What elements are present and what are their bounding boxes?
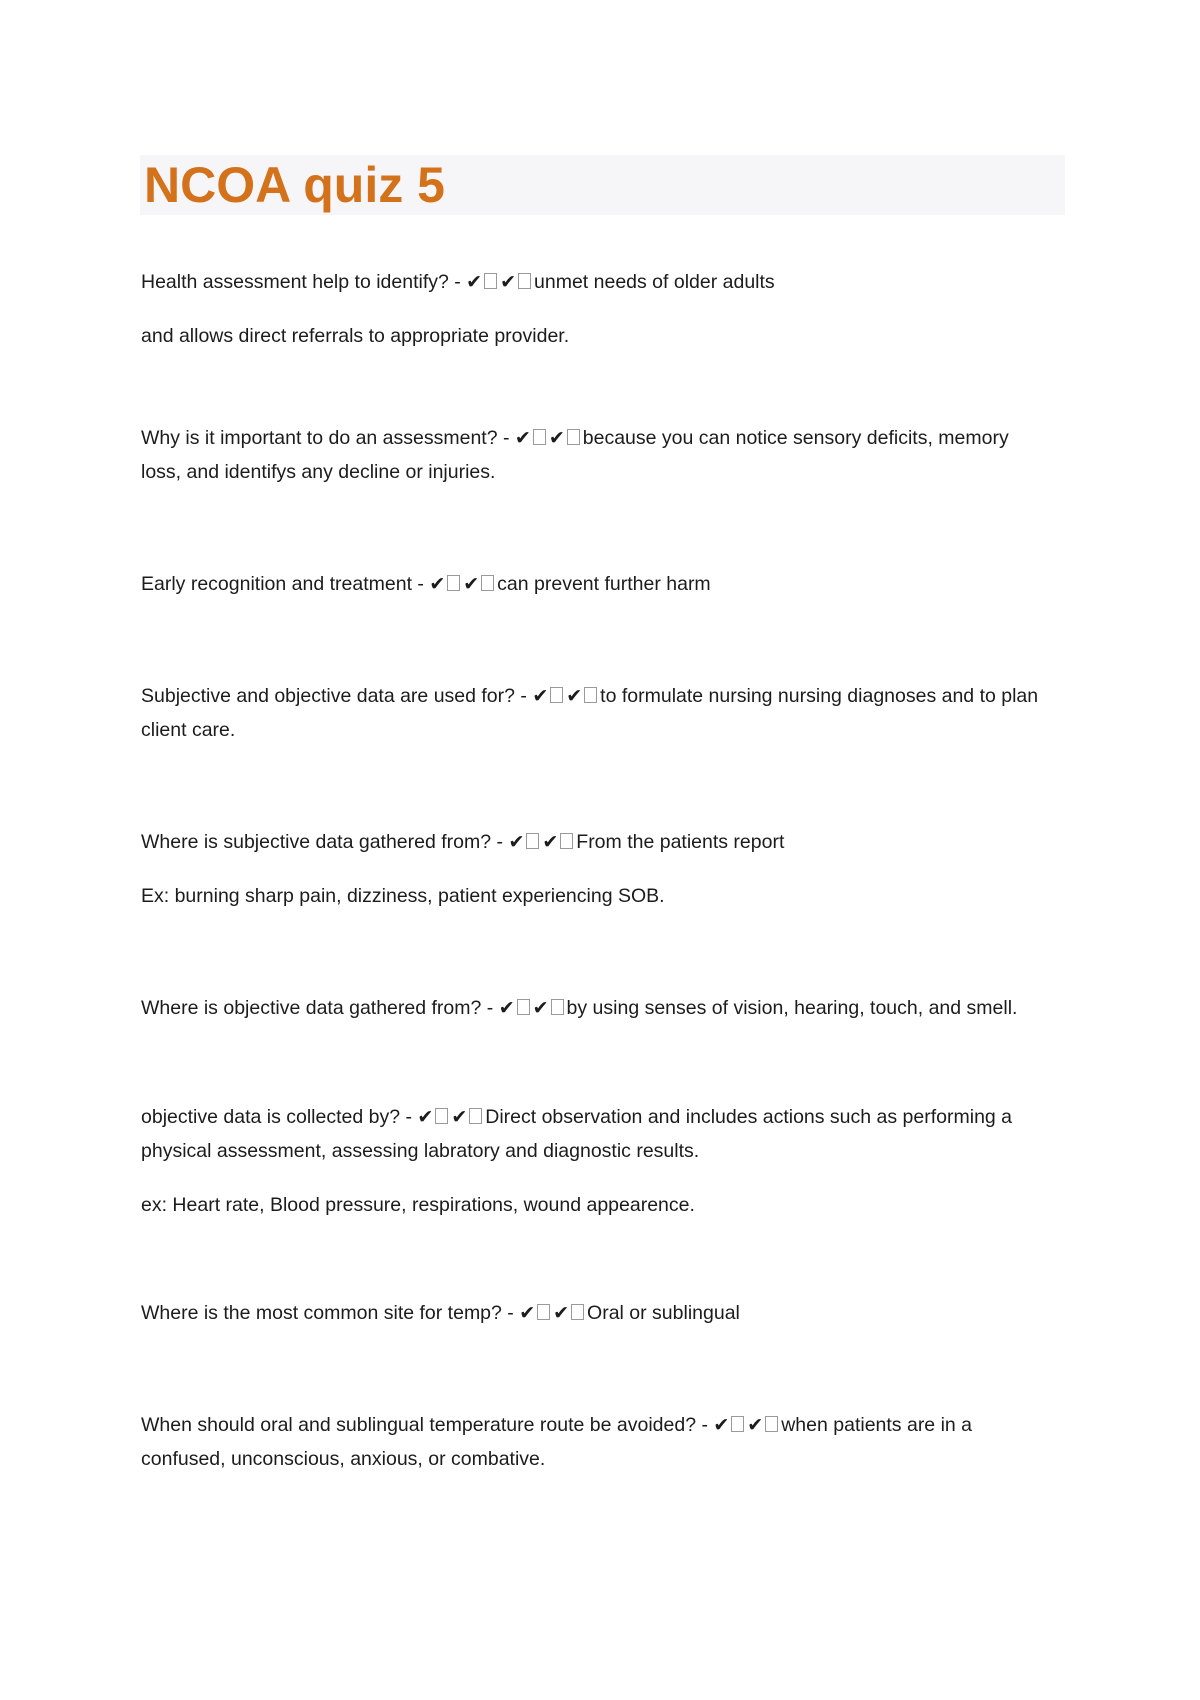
checkbox-glyph-icon xyxy=(551,999,564,1015)
check-mark-icon: ✔ xyxy=(451,1106,468,1128)
checkbox-glyph-icon xyxy=(518,273,531,289)
title-banner xyxy=(140,155,1065,215)
quiz-entry xyxy=(141,679,1041,747)
checkbox-glyph-icon xyxy=(731,1416,744,1432)
check-mark-icon: ✔ xyxy=(514,427,531,449)
checkbox-glyph-icon xyxy=(537,1304,550,1320)
question-text: Early recognition and treatment - xyxy=(141,573,430,595)
check-mark-icon: ✔ xyxy=(466,271,483,293)
answer-text: unmet needs of older adults xyxy=(534,271,775,293)
checkbox-glyph-icon xyxy=(526,833,539,849)
check-mark-icon: ✔ xyxy=(553,1302,570,1324)
checkbox-glyph-icon xyxy=(481,575,494,591)
question-text: Health assessment help to identify? - xyxy=(141,271,467,293)
quiz-entry xyxy=(141,265,1041,299)
checkbox-glyph-icon xyxy=(567,429,580,445)
check-mark-icon: ✔ xyxy=(463,573,480,595)
check-mark-icon: ✔ xyxy=(417,1106,434,1128)
checkbox-glyph-icon xyxy=(469,1108,482,1124)
question-text: Where is objective data gathered from? - xyxy=(141,997,499,1019)
checkbox-glyph-icon xyxy=(484,273,497,289)
check-mark-icon: ✔ xyxy=(508,831,525,853)
checkbox-glyph-icon xyxy=(517,999,530,1015)
quiz-entry xyxy=(141,1408,1041,1476)
check-mark-icon: ✔ xyxy=(429,573,446,595)
question-text: When should oral and sublingual temperature route be avoided? - xyxy=(141,1414,714,1436)
check-mark-icon: ✔ xyxy=(548,427,565,449)
answer-extra: Ex: burning sharp pain, dizziness, patient experiencing SOB. xyxy=(141,885,665,907)
checkbox-glyph-icon xyxy=(560,833,573,849)
checkbox-glyph-icon xyxy=(584,687,597,703)
question-text: Where is subjective data gathered from? - xyxy=(141,831,509,853)
answer-extra: and allows direct referrals to appropriate provider. xyxy=(141,325,570,347)
checkbox-glyph-icon xyxy=(435,1108,448,1124)
check-mark-icon: ✔ xyxy=(500,271,517,293)
checkbox-glyph-icon xyxy=(533,429,546,445)
quiz-entry xyxy=(141,825,1041,859)
checkbox-glyph-icon xyxy=(550,687,563,703)
quiz-entry xyxy=(141,1296,1041,1330)
check-mark-icon: ✔ xyxy=(498,997,515,1019)
page-title: NCOA quiz 5 xyxy=(144,157,445,213)
checkbox-glyph-icon xyxy=(571,1304,584,1320)
answer-text: From the patients report xyxy=(576,831,785,853)
answer-text: because you can notice sensory deficits, memory loss, and identifys any decline or injuries. xyxy=(141,427,1009,483)
check-mark-icon: ✔ xyxy=(532,685,549,707)
answer-text: Oral or sublingual xyxy=(587,1302,740,1324)
check-mark-icon: ✔ xyxy=(542,831,559,853)
check-mark-icon: ✔ xyxy=(532,997,549,1019)
quiz-body xyxy=(141,265,1041,1476)
question-text: Subjective and objective data are used for? - xyxy=(141,685,533,707)
check-mark-icon: ✔ xyxy=(566,685,583,707)
checkbox-glyph-icon xyxy=(765,1416,778,1432)
question-text: Why is it important to do an assessment? - xyxy=(141,427,515,449)
check-mark-icon: ✔ xyxy=(747,1414,764,1436)
answer-text: can prevent further harm xyxy=(497,573,711,595)
quiz-entry xyxy=(141,421,1041,489)
quiz-entry xyxy=(141,1100,1041,1168)
question-text: objective data is collected by? - xyxy=(141,1106,418,1128)
checkbox-glyph-icon xyxy=(447,575,460,591)
answer-text: Direct observation and includes actions such as performing a physical assessment, assessing labratory and diagnostic results. xyxy=(141,1106,1013,1162)
quiz-entry xyxy=(141,991,1041,1025)
check-mark-icon: ✔ xyxy=(713,1414,730,1436)
answer-extra: ex: Heart rate, Blood pressure, respirations, wound appearence. xyxy=(141,1194,695,1216)
check-mark-icon: ✔ xyxy=(519,1302,536,1324)
question-text: Where is the most common site for temp? - xyxy=(141,1302,520,1324)
answer-text: by using senses of vision, hearing, touch, and smell. xyxy=(566,997,1018,1019)
quiz-entry xyxy=(141,567,1041,601)
answer-text: when patients are in a confused, unconscious, anxious, or combative. xyxy=(141,1414,973,1470)
answer-text: to formulate nursing nursing diagnoses and to plan client care. xyxy=(141,685,1039,741)
